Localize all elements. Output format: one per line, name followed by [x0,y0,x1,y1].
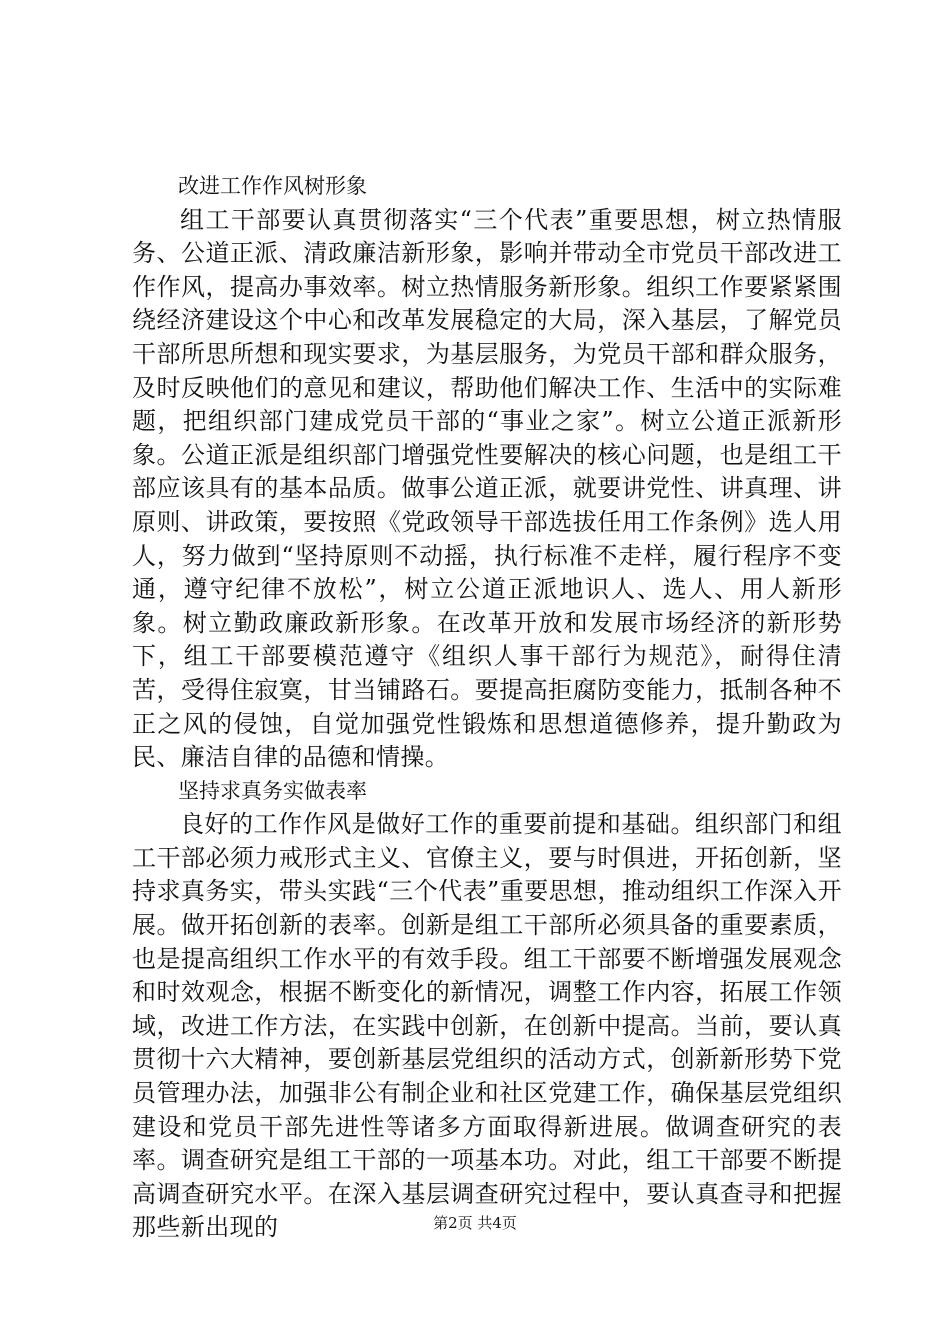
section-paragraph-1: 组工干部要认真贯彻落实“三个代表”重要思想，树立热情服务、公道正派、清政廉洁新形象，影响并带动全市党员干部改进工作作风，提高办事效率。树立热情服务新形象。组织工作要紧紧围绕经济建设这个中心和改革发展稳定的大局，深入基层，了解党员干部所思所想和现实要求，为基层服务，为党员干部和群众服务，及时反映他们的意见和建议，帮助他们解决工作、生活中的实际难题，把组织部门建成党员干部的“事业之家”。树立公道正派新形象。公道正派是组织部门增强党性要解决的核心问题，也是组工干部应该具有的基本品质。做事公道正派，就要讲党性、讲真理、讲原则、讲政策，要按照《党政领导干部选拔任用工作条例》选人用人，努力做到“坚持原则不动摇，执行标准不走样，履行程序不变通，遵守纪律不放松”，树立公道正派地识人、选人、用人新形象。树立勤政廉政新形象。在改革开放和发展市场经济的新形势下，组工干部要模范遵守《组织人事干部行为规范》，耐得住清苦，受得住寂寞，甘当铺路石。要提高拒腐防变能力，抵制各种不正之风的侵蚀，自觉加强党性锻炼和思想道德修养，提升勤政为民、廉洁自律的品德和情操。 [132,205,842,772]
page-number-footer: 第2页 共4页 [433,1214,517,1232]
section-paragraph-2: 良好的工作作风是做好工作的重要前提和基础。组织部门和组工干部必须力戒形式主义、官僚主义，要与时俱进，开拓创新，坚持求真务实，带头实践“三个代表”重要思想，推动组织工作深入开展。做开拓创新的表率。创新是组工干部所必须具备的重要素质，也是提高组织工作水平的有效手段。组工干部要不断增强发展观念和时效观念，根据不断变化的新情况，调整工作内容，拓展工作领域，改进工作方法，在实践中创新，在创新中提高。当前，要认真贯彻十六大精神，要创新基层党组织的活动方式，创新新形势下党员管理办法，加强非公有制企业和社区党建工作，确保基层党组织建设和党员干部先进性等诸多方面取得新进展。做调查研究的表率。调查研究是组工干部的一项基本功。对此，组工干部要不断提高调查研究水平。在深入基层调查研究过程中，要认真查寻和把握那些新出现的 [132,810,842,1242]
section-heading-1: 改进工作作风树形象 [178,174,367,198]
document-body [0,170,950,1245]
section-heading-2: 坚持求真务实做表率 [178,778,367,803]
